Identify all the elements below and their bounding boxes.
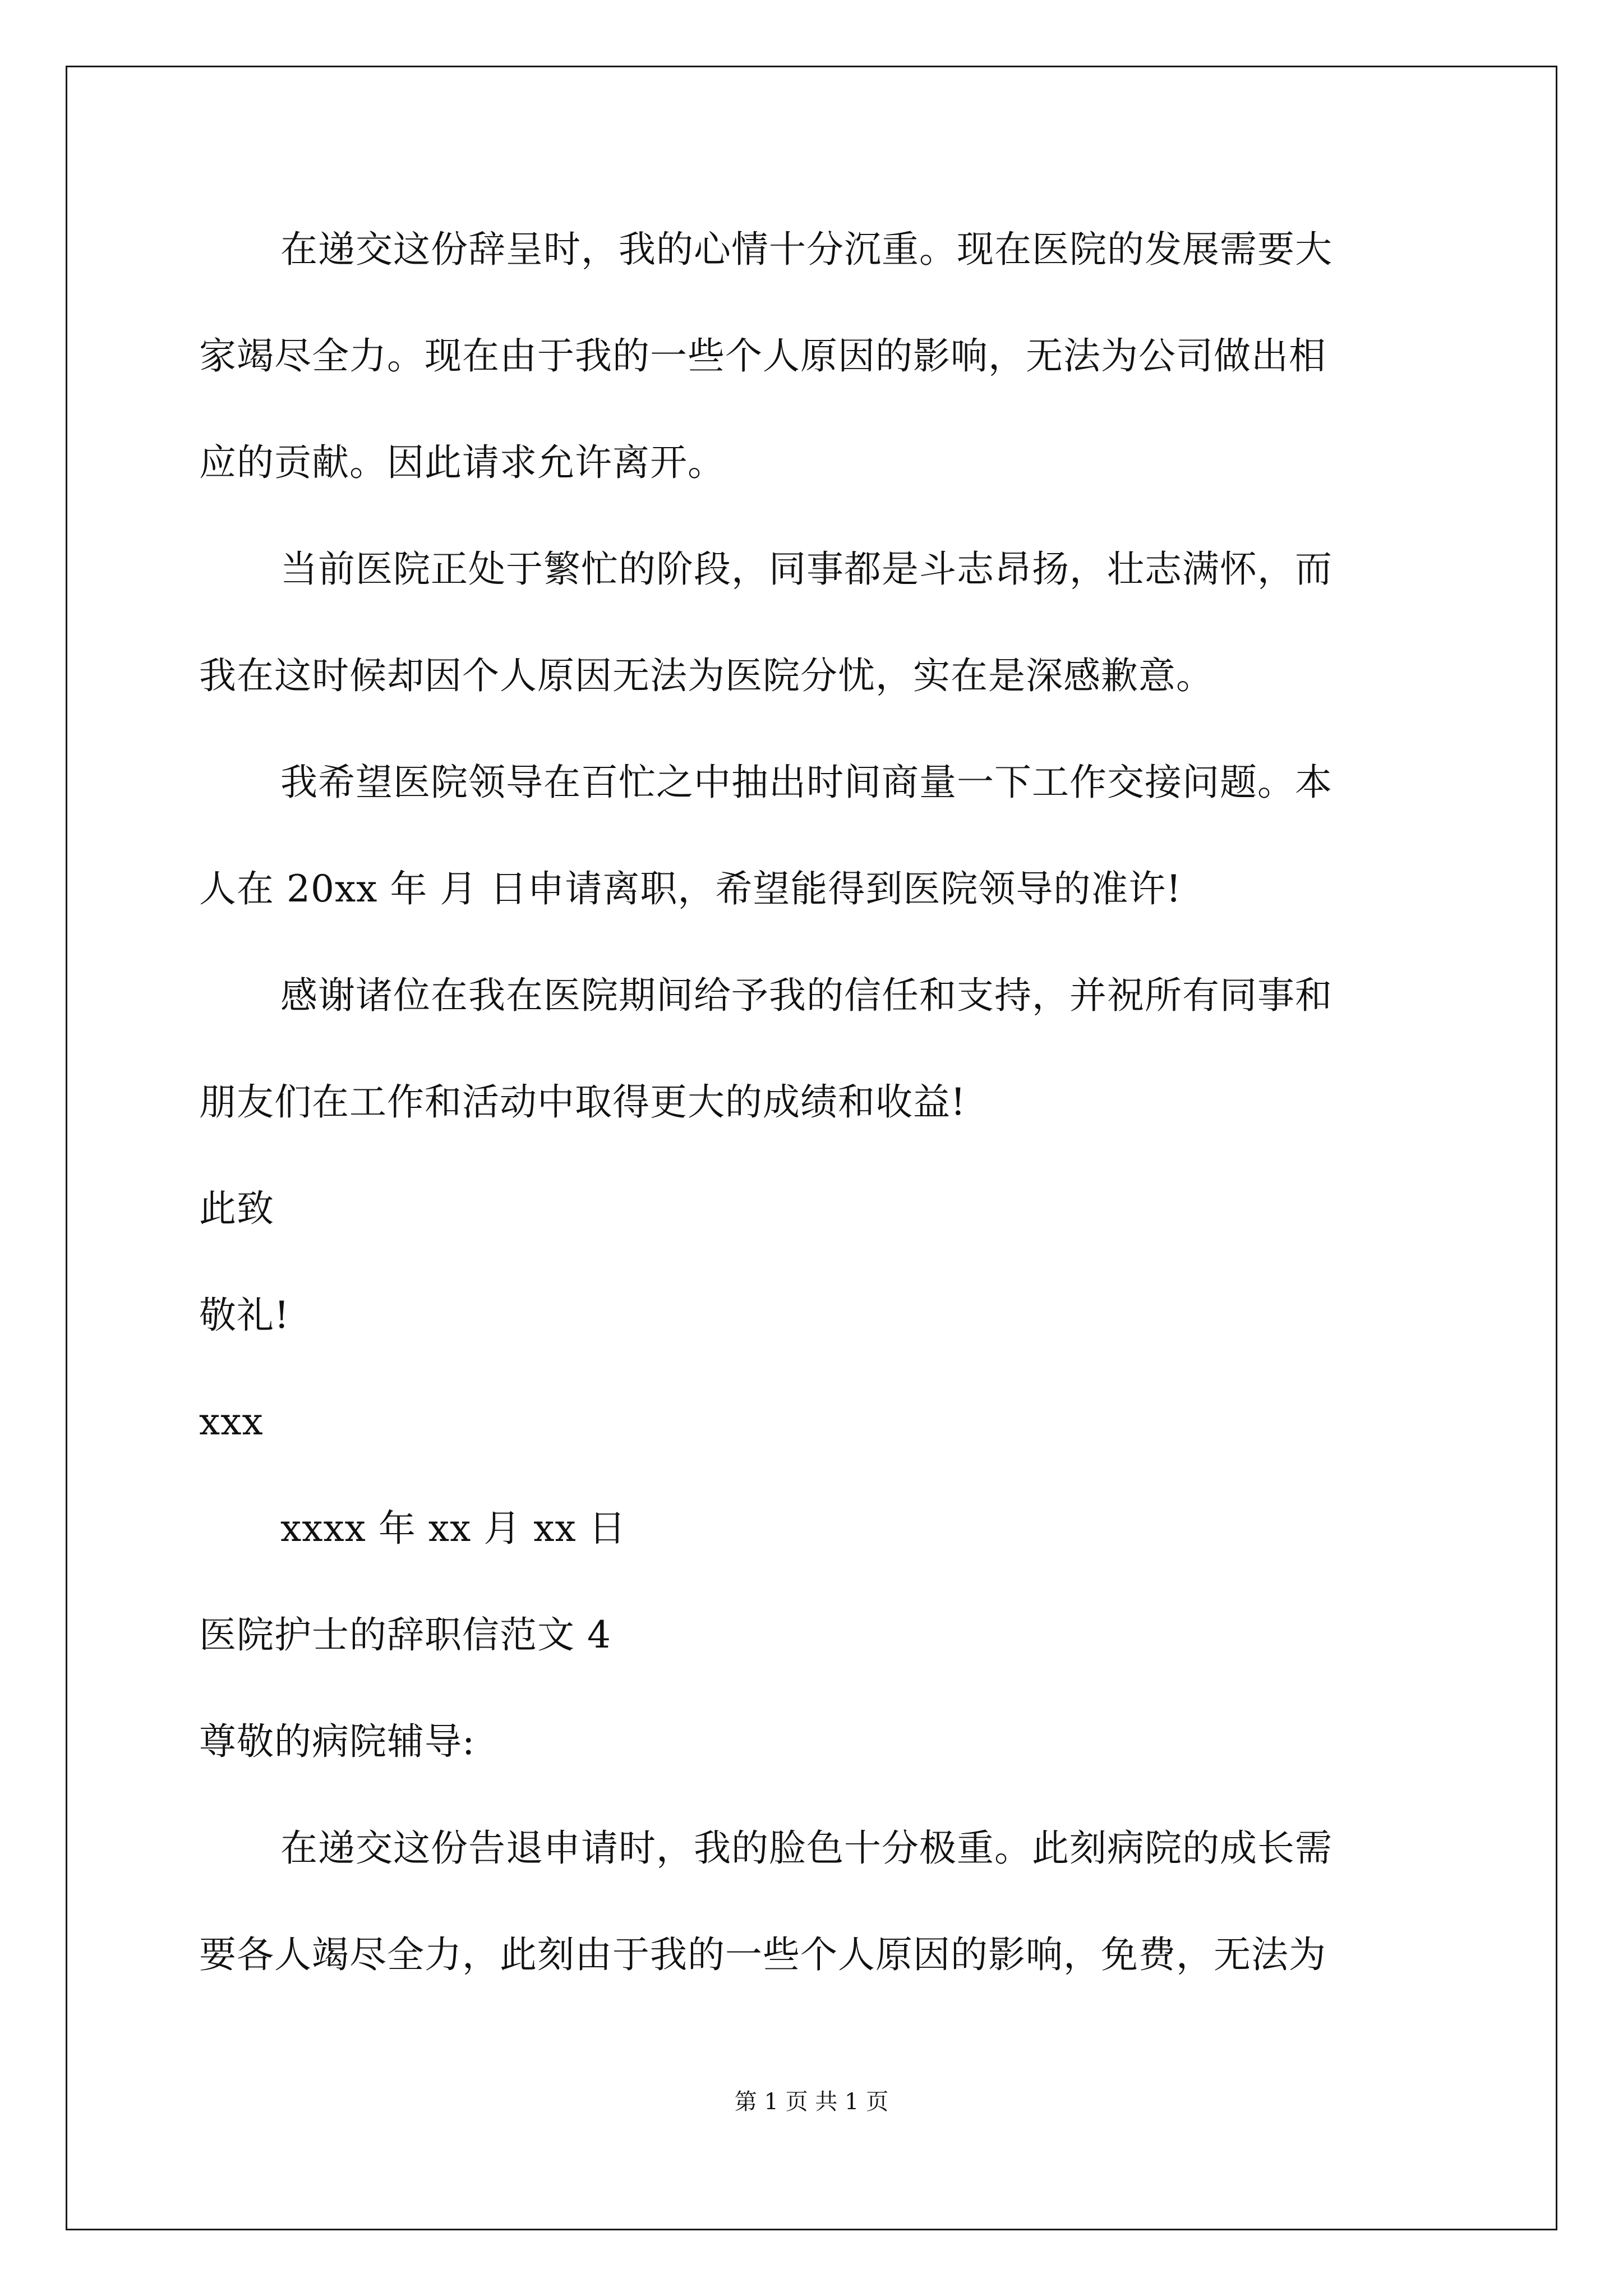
body-line-9: 朋友们在工作和活动中取得更大的成绩和收益! bbox=[199, 1080, 966, 1124]
body-line-4: 当前医院正处于繁忙的阶段，同事都是斗志昂扬，壮志满怀，而 bbox=[280, 547, 1332, 591]
page-border bbox=[66, 66, 1557, 2230]
body-line-6: 我希望医院领导在百忙之中抽出时间商量一下工作交接问题。本 bbox=[280, 761, 1332, 804]
body-line-7: 人在 20xx 年 月 日申请离职，希望能得到医院领导的准许! bbox=[199, 867, 1182, 910]
body-line-10: 在递交这份告退申请时，我的脸色十分极重。此刻病院的成长需 bbox=[280, 1826, 1332, 1870]
body-line-8: 感谢诸位在我在医院期间给予我的信任和支持，并祝所有同事和 bbox=[280, 974, 1332, 1017]
signature-date: xxxx 年 xx 月 xx 日 bbox=[280, 1507, 626, 1550]
body-line-1: 在递交这份辞呈时，我的心情十分沉重。现在医院的发展需要大 bbox=[280, 228, 1332, 271]
section-title: 医院护士的辞职信范文 4 bbox=[199, 1613, 611, 1657]
body-line-2: 家竭尽全力。现在由于我的一些个人原因的影响，无法为公司做出相 bbox=[199, 334, 1326, 378]
body-line-5: 我在这时候却因个人原因无法为医院分忧，实在是深感歉意。 bbox=[199, 654, 1214, 697]
page-number: 第 1 页 共 1 页 bbox=[734, 2089, 889, 2115]
body-line-11: 要各人竭尽全力，此刻由于我的一些个人原因的影响，免费，无法为 bbox=[199, 1933, 1326, 1976]
closing-salutation: 此致 bbox=[199, 1187, 274, 1230]
closing-regards: 敬礼! bbox=[199, 1294, 290, 1337]
signature-name: xxx bbox=[199, 1400, 264, 1443]
letter-greeting: 尊敬的病院辅导: bbox=[199, 1720, 476, 1763]
body-line-3: 应的贡献。因此请求允许离开。 bbox=[199, 441, 725, 484]
